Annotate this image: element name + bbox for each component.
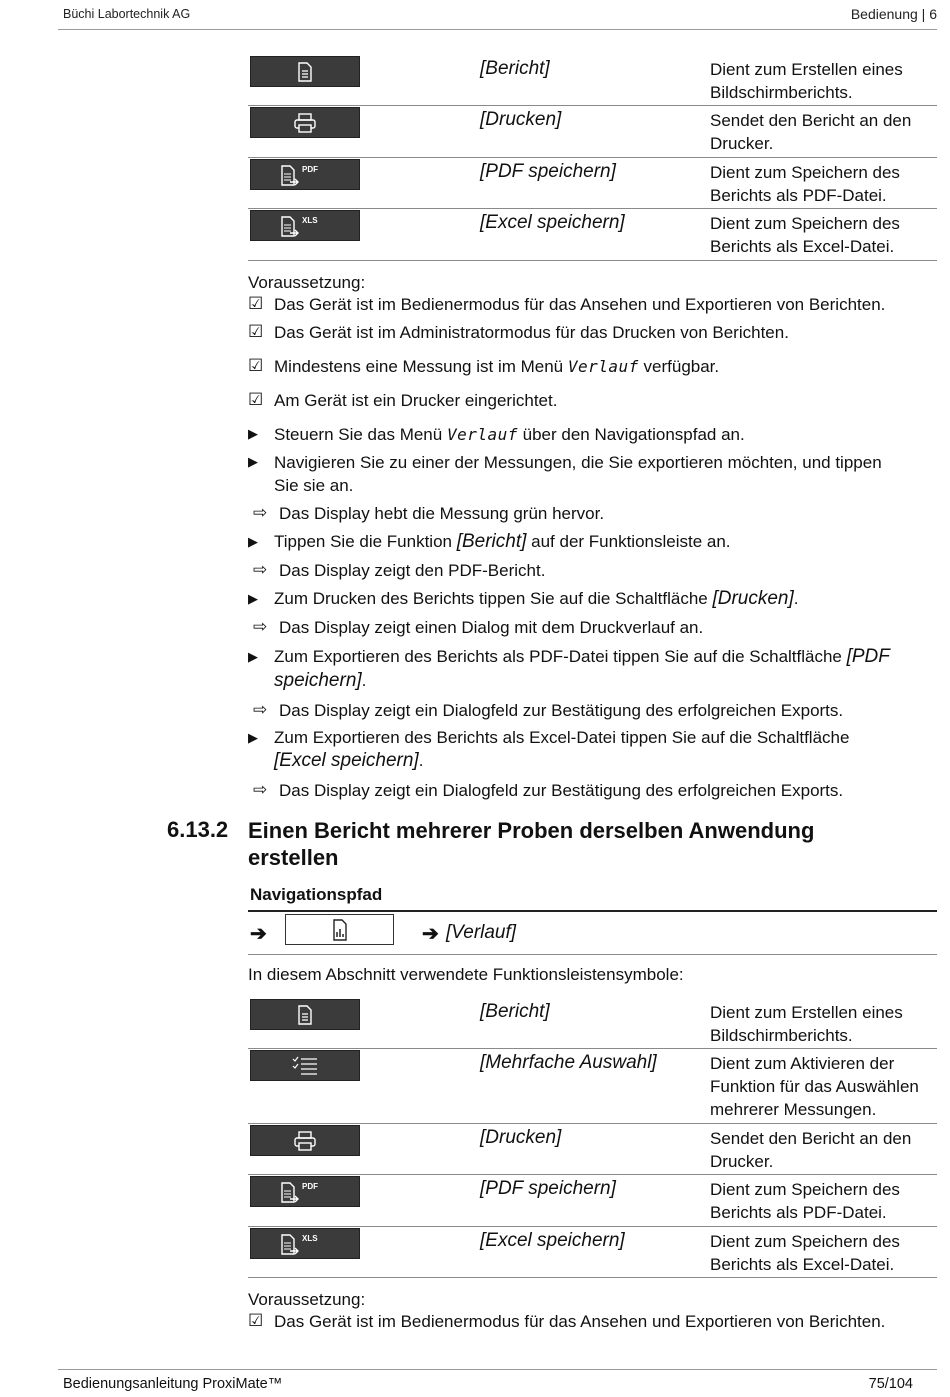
multi-select-icon <box>292 1055 318 1077</box>
step-arrow-icon: ▶ <box>248 534 258 549</box>
nav-arrow-icon: ➔ <box>250 923 267 945</box>
result: Das Display zeigt den PDF-Bericht. <box>279 561 546 580</box>
result: Das Display zeigt ein Dialogfeld zur Bestätigung des erfolgreichen Exports. <box>279 701 844 720</box>
footer-page: 75/104 <box>868 1376 913 1392</box>
print-button[interactable] <box>250 1125 360 1156</box>
pdf-save-button[interactable] <box>250 159 360 190</box>
checkbox-icon: ☑ <box>248 390 264 409</box>
function-name: [Bericht] <box>480 1001 550 1022</box>
header-divider <box>58 29 937 30</box>
excel-save-button[interactable] <box>250 210 360 241</box>
result-arrow-icon: ⇨ <box>253 560 268 579</box>
nav-heading: Navigationspfad <box>250 885 383 904</box>
prereq-item: Das Gerät ist im Bedienermodus für das Ansehen und Exportieren von Berichten. <box>274 295 886 314</box>
step: Navigieren Sie zu einer der Messungen, die Sie exportieren möchten, und tippen <box>274 453 882 472</box>
function-name: [Bericht] <box>480 58 550 79</box>
history-chart-icon <box>332 919 348 941</box>
checkbox-icon: ☑ <box>248 322 264 341</box>
function-name: [PDF speichern] <box>480 1178 616 1199</box>
checkbox-icon: ☑ <box>248 294 264 313</box>
result-arrow-icon: ⇨ <box>253 700 268 719</box>
function-table-2 <box>248 998 937 1278</box>
checkbox-icon: ☑ <box>248 1311 264 1330</box>
excel-save-button[interactable] <box>250 1228 360 1259</box>
pdf-export-icon <box>280 163 330 187</box>
report-icon <box>297 62 313 82</box>
xls-export-icon <box>280 214 330 238</box>
step: Zum Exportieren des Berichts als Excel-Datei tippen Sie auf die Schaltfläche <box>274 728 850 747</box>
nav-arrow-icon: ➔ <box>422 923 439 945</box>
step: Tippen Sie die Funktion [Bericht] auf der Funktionsleiste an. <box>274 531 731 552</box>
footer-divider <box>58 1369 937 1370</box>
prereq-item: Am Gerät ist ein Drucker eingerichtet. <box>274 391 558 410</box>
intro-text: In diesem Abschnitt verwendete Funktionsleistensymbole: <box>248 965 684 984</box>
function-desc: Sendet den Bericht an den Drucker. <box>710 1129 912 1171</box>
prereq-item: Mindestens eine Messung ist im Menü Verlauf verfügbar. <box>274 357 720 376</box>
function-name: [Mehrfache Auswahl] <box>480 1052 657 1073</box>
history-button[interactable] <box>285 914 394 945</box>
prereq-item: Das Gerät ist im Administratormodus für das Drucken von Berichten. <box>274 323 789 342</box>
step-arrow-icon: ▶ <box>248 649 258 664</box>
nav-divider <box>248 910 937 912</box>
function-desc: Dient zum Erstellen eines Bildschirmberichts. <box>710 60 903 102</box>
prereq-title: Voraussetzung: <box>248 1290 366 1309</box>
step: Steuern Sie das Menü Verlauf über den Navigationspfad an. <box>274 425 745 444</box>
function-desc: Dient zum Aktivieren der Funktion für das Auswählen mehrerer Messungen. <box>710 1054 919 1119</box>
table-row <box>248 106 937 158</box>
print-button[interactable] <box>250 107 360 138</box>
nav-divider <box>248 954 937 955</box>
table-row <box>248 1124 937 1175</box>
svg-text:XLS: XLS <box>302 1233 318 1243</box>
footer-manual: Bedienungsanleitung ProxiMate™ <box>63 1376 283 1392</box>
function-table-1 <box>248 55 937 261</box>
function-name: [Drucken] <box>480 1127 562 1148</box>
step: Sie sie an. <box>274 476 354 495</box>
section-number: 6.13.2 <box>167 817 229 842</box>
function-name: [Excel speichern] <box>480 1230 625 1251</box>
report-button[interactable] <box>250 999 360 1030</box>
table-row <box>248 158 937 209</box>
svg-text:XLS: XLS <box>302 215 318 225</box>
printer-icon <box>293 113 317 133</box>
multi-select-button[interactable] <box>250 1050 360 1081</box>
table-row <box>248 55 937 106</box>
table-row <box>248 998 937 1049</box>
xls-export-icon <box>280 1232 330 1256</box>
table-row <box>248 209 937 261</box>
prereq-item: Das Gerät ist im Bedienermodus für das Ansehen und Exportieren von Berichten. <box>274 1312 886 1331</box>
step: Zum Exportieren des Berichts als PDF-Datei tippen Sie auf die Schaltfläche [PDF <box>274 646 890 667</box>
function-desc: Sendet den Bericht an den Drucker. <box>710 111 912 153</box>
function-desc: Dient zum Speichern des Berichts als Excel-Datei. <box>710 214 900 256</box>
section-title: Einen Bericht mehrerer Proben derselben Anwendung erstellen <box>248 818 815 870</box>
printer-icon <box>293 1131 317 1151</box>
function-desc: Dient zum Erstellen eines Bildschirmberichts. <box>710 1003 903 1045</box>
step-arrow-icon: ▶ <box>248 426 258 441</box>
result: Das Display zeigt einen Dialog mit dem Druckverlauf an. <box>279 618 704 637</box>
table-row <box>248 1049 937 1124</box>
svg-text:PDF: PDF <box>302 164 318 174</box>
function-desc: Dient zum Speichern des Berichts als Excel-Datei. <box>710 1232 900 1274</box>
report-button[interactable] <box>250 56 360 87</box>
table-row <box>248 1175 937 1227</box>
function-name: [PDF speichern] <box>480 161 616 182</box>
table-row <box>248 1227 937 1278</box>
step: Zum Drucken des Berichts tippen Sie auf die Schaltfläche [Drucken]. <box>274 588 799 609</box>
report-icon <box>297 1005 313 1025</box>
result: Das Display zeigt ein Dialogfeld zur Bestätigung des erfolgreichen Exports. <box>279 781 844 800</box>
step: speichern]. <box>274 670 367 691</box>
header-company: Büchi Labortechnik AG <box>63 7 191 21</box>
result-arrow-icon: ⇨ <box>253 617 268 636</box>
function-desc: Dient zum Speichern des Berichts als PDF-Datei. <box>710 163 900 205</box>
function-desc: Dient zum Speichern des Berichts als PDF-Datei. <box>710 1180 900 1222</box>
pdf-export-icon <box>280 1180 330 1204</box>
step-arrow-icon: ▶ <box>248 454 258 469</box>
prereq-title: Voraussetzung: <box>248 273 366 292</box>
checkbox-icon: ☑ <box>248 356 264 375</box>
step-arrow-icon: ▶ <box>248 730 258 745</box>
result-arrow-icon: ⇨ <box>253 503 268 522</box>
result: Das Display hebt die Messung grün hervor. <box>279 504 605 523</box>
function-name: [Excel speichern] <box>480 212 625 233</box>
step: [Excel speichern]. <box>274 750 424 771</box>
pdf-save-button[interactable] <box>250 1176 360 1207</box>
svg-text:PDF: PDF <box>302 1181 318 1191</box>
header-section: Bedienung | 6 <box>850 6 937 22</box>
function-name: [Drucken] <box>480 109 562 130</box>
nav-target: [Verlauf] <box>446 922 517 943</box>
step-arrow-icon: ▶ <box>248 591 258 606</box>
result-arrow-icon: ⇨ <box>253 780 268 799</box>
